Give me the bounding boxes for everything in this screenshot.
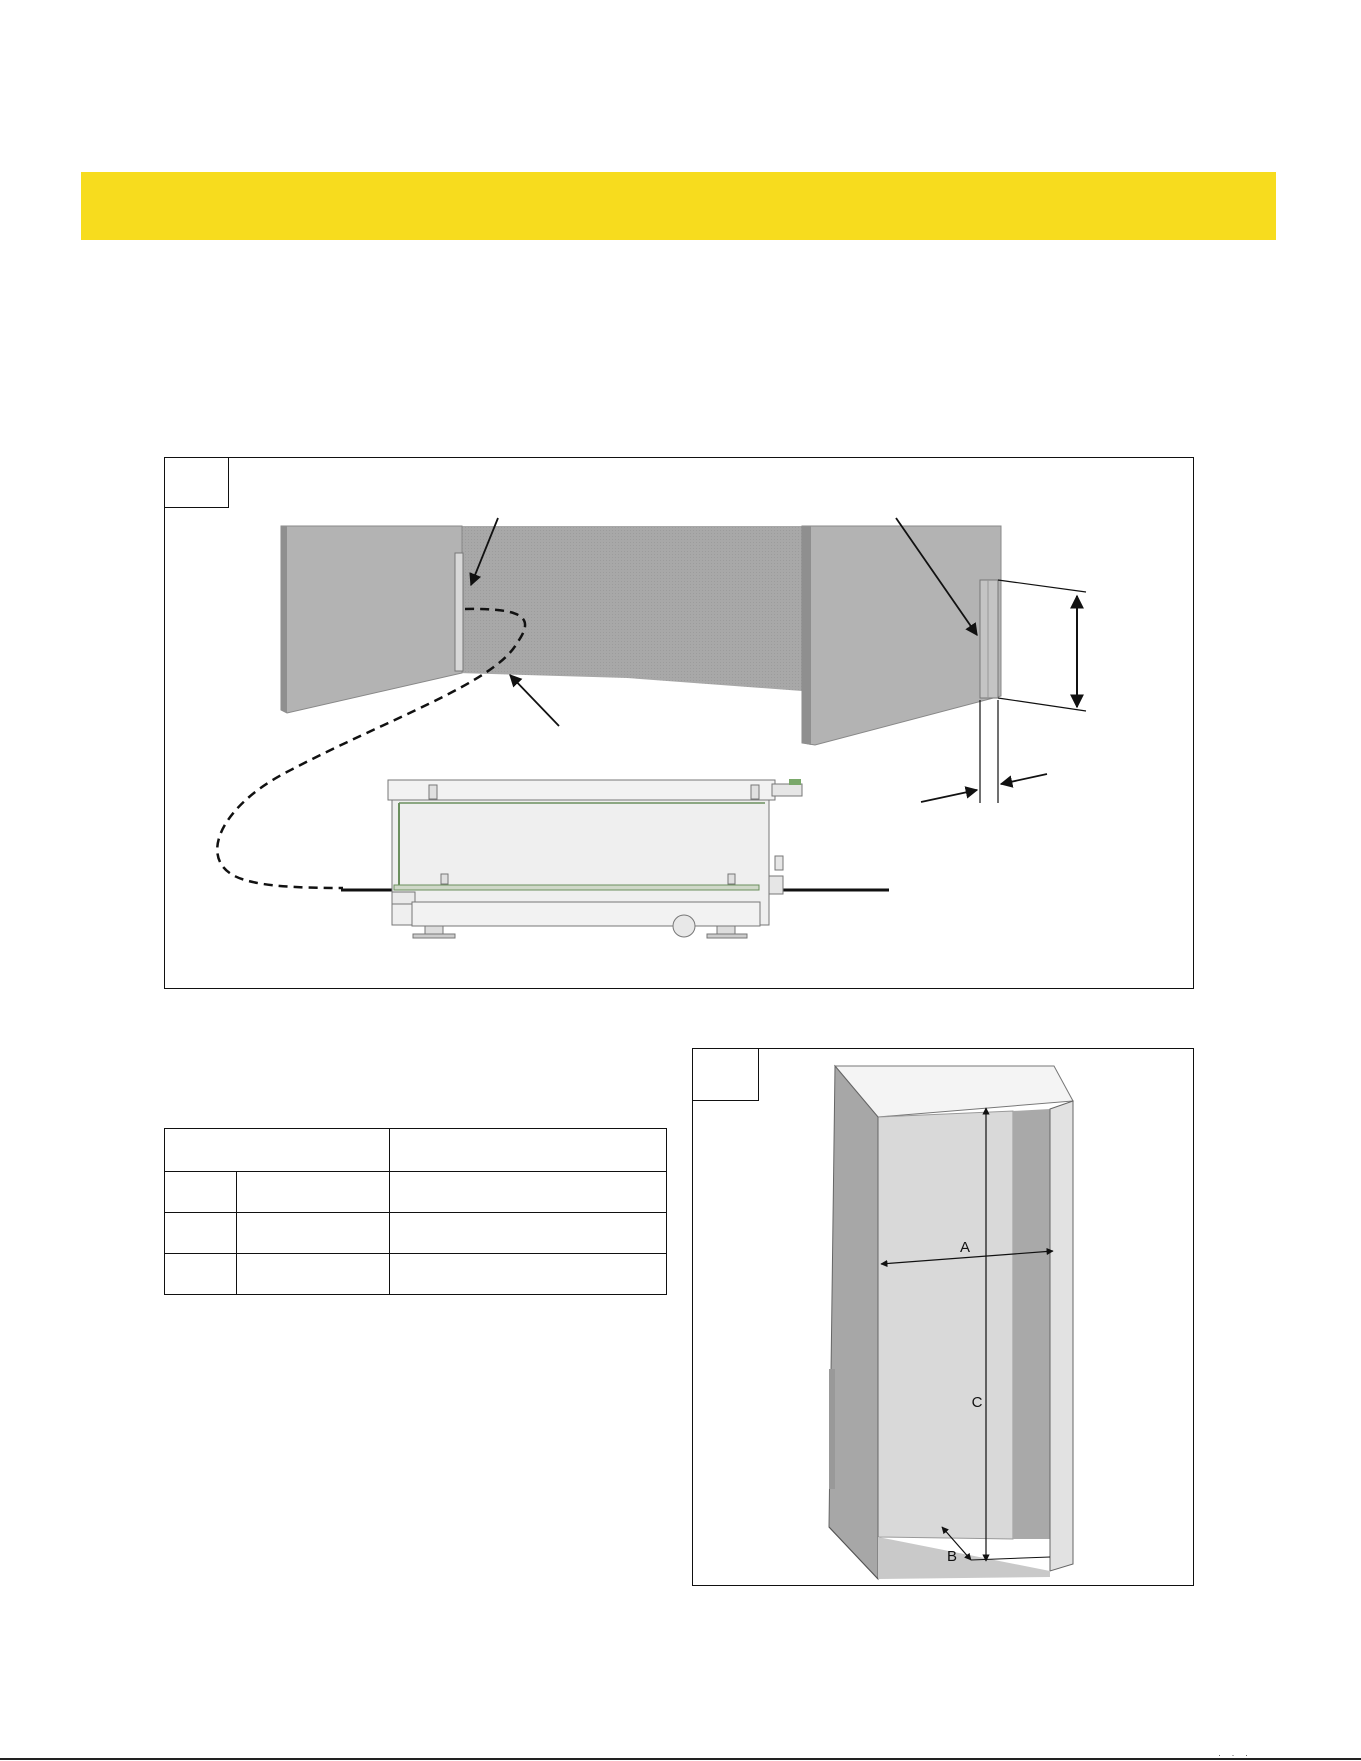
dimension-a-label: A [959, 1239, 971, 1256]
section-header-banner [81, 172, 1276, 240]
table-cell [390, 1213, 667, 1254]
enclosure-back [878, 1111, 1013, 1539]
dimensions-table [164, 1128, 667, 1295]
recess-back-wall [457, 526, 802, 691]
table-cell [237, 1213, 390, 1254]
dimension-b-label: B [946, 1548, 958, 1565]
figure-2-drawing [693, 1049, 1195, 1587]
table-cell [165, 1172, 237, 1213]
enclosure-left-panel [829, 1066, 878, 1579]
enclosure-inner-right [1013, 1109, 1050, 1539]
enclosure-right-panel [1050, 1101, 1073, 1571]
table-cell [390, 1254, 667, 1295]
table-cell [165, 1254, 237, 1295]
dimension-c-label: C [971, 1394, 983, 1411]
left-trim-strip [455, 553, 463, 671]
left-side-panel [281, 526, 462, 713]
table-header-cell [165, 1129, 390, 1172]
table-row [165, 1213, 667, 1254]
trim-width-arrow-right [1001, 774, 1047, 784]
table-cell [165, 1213, 237, 1254]
table-cell [390, 1172, 667, 1213]
trim-width-arrow-left [921, 790, 977, 802]
table-cell [237, 1172, 390, 1213]
table-header-cell [390, 1129, 667, 1172]
figure-1-drawing [165, 458, 1195, 990]
table-cell [237, 1254, 390, 1295]
figure-2-recess-dimensions [692, 1048, 1194, 1586]
right-trim-strip [980, 580, 998, 698]
table-row [165, 1254, 667, 1295]
figure-1-installation-diagram [164, 457, 1194, 989]
footer-rule [0, 1758, 1361, 1760]
table-row [165, 1172, 667, 1213]
right-side-panel [802, 526, 1001, 745]
appliance-side-view [388, 779, 802, 938]
leader-arrow-back-wall [510, 675, 559, 726]
footer-page-mark: · · · [1218, 1750, 1252, 1760]
